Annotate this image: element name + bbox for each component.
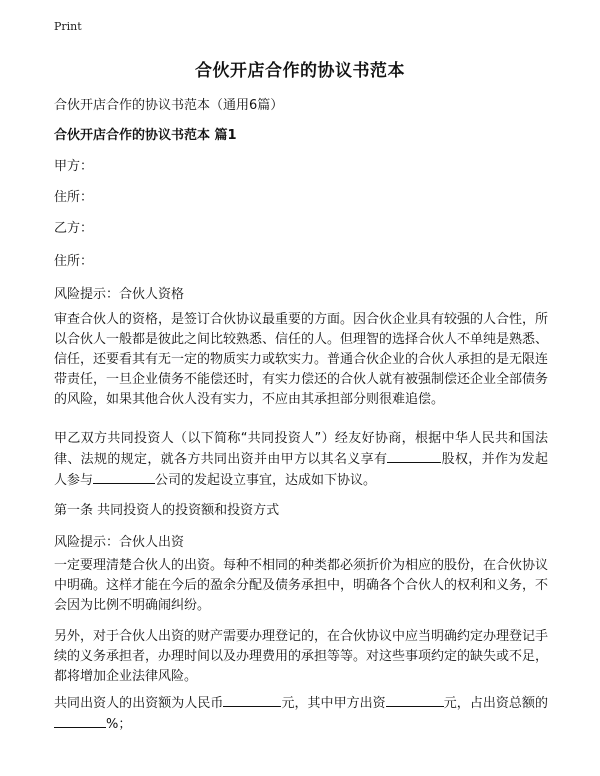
paragraph-text: 股权，并作为发起人参与 (54, 452, 548, 488)
blank-percentage-field (54, 714, 106, 728)
risk-tip-partner-contribution: 风险提示：合伙人出资 (54, 535, 185, 550)
document-subtitle: 合伙开店合作的协议书范本（通用6篇） (54, 98, 284, 113)
print-label[interactable]: Print (54, 20, 82, 33)
party-a-label: 甲方： (54, 159, 94, 174)
party-a-address-label: 住所： (54, 190, 94, 205)
paragraph-text: %； (106, 717, 132, 732)
paragraph-agreement-intro (54, 429, 548, 491)
paragraph-text: 共同出资人的出资额为人民币 (54, 696, 224, 711)
paragraph-registration-duties: 另外，对于合伙人出资的财产需要办理登记的，在合伙协议中应当明确约定办理登记手续的义务承担者，办理时间以及办理费用的承担等等。对这些事项约定的缺失或不足，都将增加企业法律风险。 (54, 629, 549, 684)
paragraph-text: 公司的发起设立事宜，达成如下协议。 (155, 473, 377, 488)
party-b-address-label: 住所： (54, 254, 94, 269)
blank-company-name-field (93, 470, 155, 484)
paragraph-contribution-clarity: 一定要理清楚合伙人的出资。每种不相同的种类都必须折价为相应的股份，在合伙协议中明确。这样才能在今后的盈余分配及债务承担中，明确各个合伙人的权利和义务，不会因为比例不明确闹纠纷。 (54, 558, 549, 613)
paragraph-text: 元，占出资总额的 (443, 696, 548, 711)
document-title: 合伙开店合作的协议书范本 (195, 61, 405, 81)
section-heading: 合伙开店合作的协议书范本 篇1 (54, 128, 237, 143)
blank-total-amount-field (223, 693, 281, 707)
paragraph-text: 元，其中甲方出资 (281, 696, 386, 711)
party-b-label: 乙方： (54, 221, 94, 236)
paragraph-contribution-amount (54, 693, 548, 735)
blank-party-a-amount-field (386, 693, 444, 707)
blank-equity-field (387, 449, 441, 463)
paragraph-text: 甲乙双方共同投资人（以下简称“共同投资人”）经友好协商，根据中华人民共和国法律、法规的规定，就各方共同出资并由甲方以其名义享有 (54, 431, 548, 467)
risk-tip-partner-qualification: 风险提示：合伙人资格 (54, 287, 185, 302)
article-1-heading: 第一条 共同投资人的投资额和投资方式 (54, 503, 280, 518)
paragraph-partner-qualification: 审查合伙人的资格，是签订合伙协议最重要的方面。因合伙企业具有较强的人合性，所以合伙人一般都是彼此之间比较熟悉、信任的人。但理智的选择合伙人不单纯是熟悉、信任，还要看其有无一定的物质实力或软实力。普通合伙企业的合伙人承担的是无限连带责任，一旦企业债务不能偿还时，有实力偿还的合伙人就有被强制偿还企业全部债务的风险，如果其他合伙人没有实力，不应由其承担部分则很难追偿。 (54, 312, 549, 407)
